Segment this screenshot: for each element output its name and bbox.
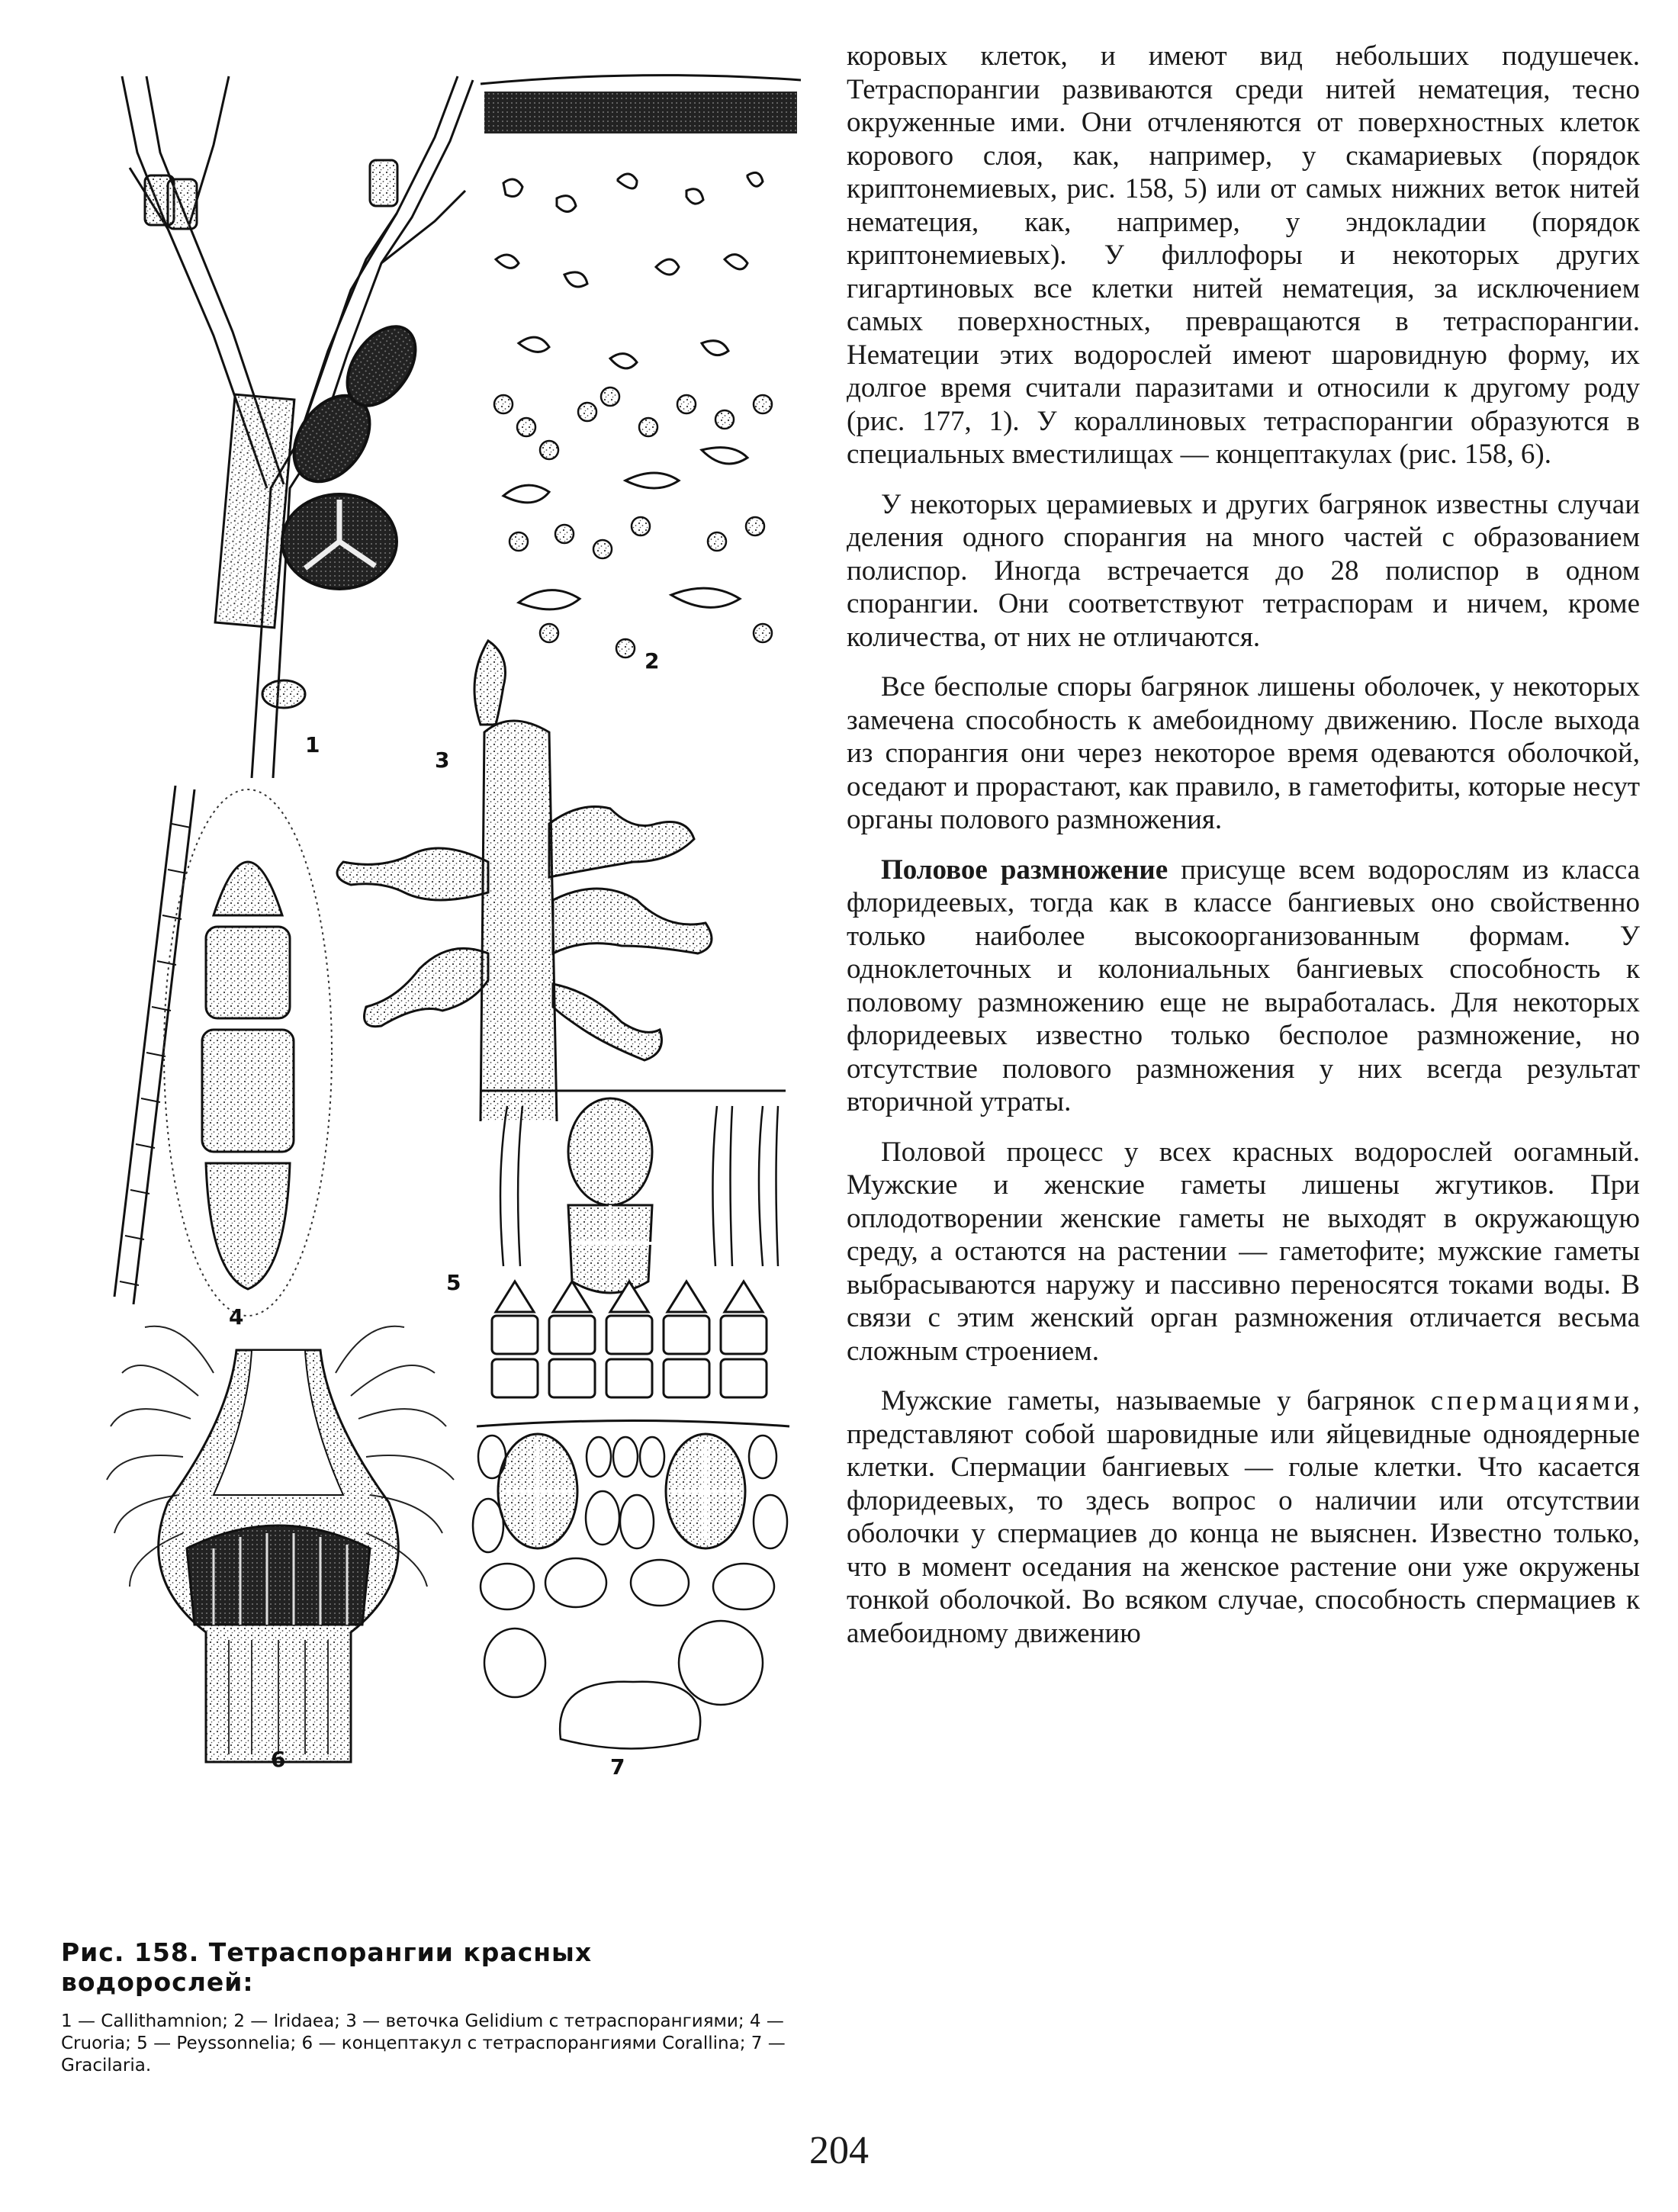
paragraph-4-text: присуще всем водорослям из класса флоридеевых, тогда как в классе бангиевых оно свойственно только наиболее высокоорганизованным формам. У одноклеточных и колониальных бангиевых способность к половому размножению еще не выработалась. Для некоторых флоридеевых известно только бесполое размножение, но отсутствие полового размножения у них всегда результат вторичной утраты. [847,854,1641,1117]
panel-label-4: 4 [229,1304,244,1329]
section-heading-sexual-reproduction: Половое размножение [881,854,1168,886]
paragraph-6 [847,1384,1640,1650]
paragraph-4 [847,854,1640,1119]
paragraph-3: Все бесполые споры багрянок лишены оболочек, у некоторых замечена способность к амебоидному движению. После выхода из спорангия они через некоторое время одеваются оболочкой, оседают и прорастают, как правило, в гаметофиты, которые несут органы полового размножения. [847,671,1640,835]
figure-panel-2 [473,69,808,679]
figure-panel-7 [469,1419,797,1785]
panel-label-7: 7 [610,1754,625,1780]
body-text-column [847,40,1640,1667]
figure-panel-6 [99,1304,465,1777]
figure-panel-4 [99,778,343,1327]
paragraph-6-lead: Мужские гаметы, называемые у багрянок [881,1385,1416,1416]
figure-panel-5 [446,1083,793,1403]
paragraph-2: У некоторых церамиевых и других багрянок известны случаи деления одного спорангия на много частей с образованием полиспор. Иногда встречается до 28 полиспор в одном спорангии. Они соответствуют тетраспорам и ничем, кроме количества, от них не отличаются. [847,488,1640,653]
figure-caption [61,1937,786,2077]
spaced-term-spermatia: спермациями [1430,1385,1633,1416]
panel-label-6: 6 [271,1747,286,1772]
figure-158 [46,46,824,1861]
figure-panel-3 [328,633,755,1121]
panel-label-1: 1 [305,732,320,757]
page-number: 204 [809,2129,869,2172]
caption-title: Рис. 158. Тетраспорангии красных водорослей: [61,1937,593,1997]
caption-items: 1 — Callithamnion; 2 — Iridaea; 3 — веточка Gelidium с тетраспорангиями; 4 — Cruoria; 5 — Peyssonnelia; 6 — концептакул с тетраспорангиями Corallina; 7 — Gracilaria. [61,2011,786,2075]
panel-label-3: 3 [435,748,450,773]
paragraph-6-text: , представляют собой шаровидные или яйцевидные одноядерные клетки. Спермации бангиевых — голые клетки. Что касается флоридеевых, то здесь вопрос о наличии или отсутствии оболочки у спермациев до конца не выяснен. Известно только, что в момент оседания на женское растение они уже окружены тонкой оболочкой. Во всяком случае, способность спермациев к амебоидному движению [847,1385,1640,1649]
panel-label-2: 2 [645,648,660,674]
panel-label-5: 5 [446,1270,461,1295]
paragraph-1: коровых клеток, и имеют вид небольших подушечек. Тетраспорангии развиваются среди нитей нематеция, тесно окруженные ими. Они отчленяются от поверхностных клеток корового слоя, как, например, у скамариевых (порядок криптонемиевых, рис. 158, 5) или от самых нижних веток нитей нематеция, как, например, у эндокладии (порядок криптонемиевых). У филлофоры и некоторых других гигартиновых все клетки нитей нематеция, за исключением самых поверхностных, превращаются в тетраспорангии. Нематеции этих водорослей имеют шаровидную форму, их долгое время считали паразитами и относили к другому роду (рис. 177, 1). У кораллиновых тетраспорангии образуются в специальных вместилищах — концептакулах (рис. 158, 6). [847,40,1640,470]
paragraph-5: Половой процесс у всех красных водорослей оогамный. Мужские и женские гаметы лишены жгутиков. При оплодотворении женские гаметы не выходят в окружающую среду, а остаются на растении — гаметофите; мужские гаметы выбрасываются наружу и пассивно переносятся токами воды. В связи с этим женский орган размножения отличается весьма сложным строением. [847,1136,1640,1367]
